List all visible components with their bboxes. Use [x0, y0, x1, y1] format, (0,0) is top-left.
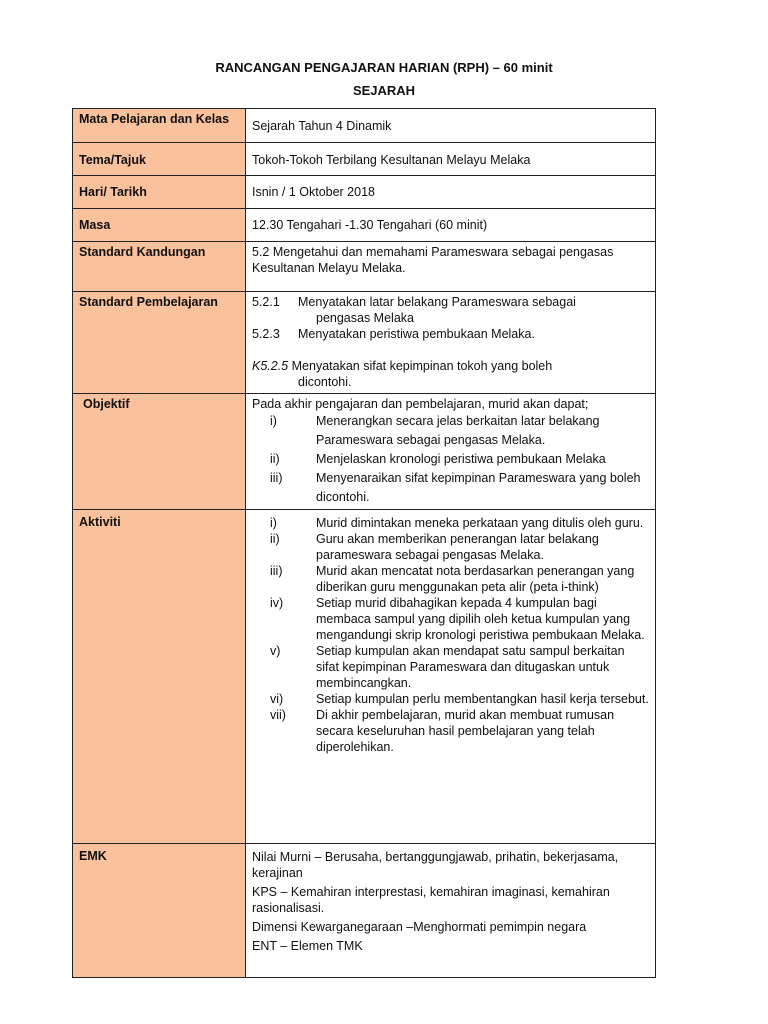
objektif-item-text: Menerangkan secara jelas berkaitan latar belakang Parameswara sebagai pengasas Melaka.	[316, 414, 600, 447]
aktiviti-list	[252, 515, 649, 755]
value-tema: Tokoh-Tokoh Terbilang Kesultanan Melayu Melaka	[246, 143, 656, 176]
subject-heading: SEJARAH	[352, 83, 416, 98]
emk-line: Nilai Murni – Berusaha, bertanggungjawab, prihatin, bekerjasama, kerajinan	[252, 850, 619, 880]
emk-line: KPS – Kemahiran interprestasi, kemahiran imaginasi, kemahiran rasionalisasi.	[252, 885, 610, 915]
aktiviti-item-text: Setiap kumpulan perlu membentangkan hasil kerja tersebut.	[316, 692, 649, 706]
aktiviti-item	[252, 515, 649, 531]
objektif-item-text: Menjelaskan kronologi peristiwa pembukaan Melaka	[316, 452, 606, 466]
aktiviti-item-num: vi)	[270, 692, 284, 706]
value-emk	[246, 844, 656, 978]
label-hari: Hari/ Tarikh	[73, 176, 246, 209]
objektif-item	[252, 469, 649, 507]
emk-line: ENT – Elemen TMK	[252, 939, 363, 953]
value-aktiviti	[246, 510, 656, 844]
value-standard-pembelajaran	[246, 292, 656, 394]
row-masa	[73, 209, 656, 242]
label-tema: Tema/Tajuk	[73, 143, 246, 176]
value-hari: Isnin / 1 Oktober 2018	[246, 176, 656, 209]
aktiviti-item-text: Setiap kumpulan akan mendapat satu sampul berkaitan sifat kepimpinan Parameswara dan ditugaskan untuk membincangkan.	[316, 644, 625, 690]
document-title: RANCANGAN PENGAJARAN HARIAN (RPH) – 60 minit	[215, 60, 553, 75]
value-mata-pelajaran: Sejarah Tahun 4 Dinamik	[246, 109, 656, 143]
aktiviti-item-num: iv)	[270, 596, 284, 610]
aktiviti-item-text: Murid dimintakan meneka perkataan yang ditulis oleh guru.	[316, 516, 644, 530]
row-standard-pembelajaran	[73, 292, 656, 394]
sp-item-2-line1: Menyatakan peristiwa pembukaan Melaka.	[298, 327, 535, 341]
row-tema	[73, 143, 656, 176]
label-mata-pelajaran: Mata Pelajaran dan Kelas	[73, 109, 246, 143]
sp-item-2	[252, 326, 649, 342]
value-standard-kandungan: 5.2 Mengetahui dan memahami Parameswara sebagai pengasas Kesultanan Melayu Melaka.	[246, 242, 656, 292]
aktiviti-item	[252, 691, 649, 707]
value-objektif	[246, 394, 656, 510]
value-masa: 12.30 Tengahari -1.30 Tengahari (60 minit)	[246, 209, 656, 242]
aktiviti-item-num: vii)	[270, 708, 286, 722]
aktiviti-item-num: iii)	[270, 564, 283, 578]
row-emk	[73, 844, 656, 978]
sp-k-item-code: K5.2.5	[252, 359, 289, 373]
aktiviti-item	[252, 707, 649, 755]
label-aktiviti: Aktiviti	[73, 510, 246, 844]
aktiviti-item-num: ii)	[270, 532, 280, 546]
aktiviti-item	[252, 531, 649, 563]
label-standard-kandungan: Standard Kandungan	[73, 242, 246, 292]
row-hari	[73, 176, 656, 209]
label-standard-pembelajaran: Standard Pembelajaran	[73, 292, 246, 394]
label-emk: EMK	[73, 844, 246, 978]
row-mata-pelajaran	[73, 109, 656, 143]
objektif-item-num: ii)	[270, 452, 280, 466]
sp-k-item	[252, 358, 649, 390]
objektif-item-num: i)	[270, 414, 277, 428]
aktiviti-item-text: Di akhir pembelajaran, murid akan membuat rumusan secara keseluruhan hasil pembelajaran yang telah diperolehikan.	[316, 708, 615, 754]
aktiviti-item-text: Guru akan memberikan penerangan latar belakang parameswara sebagai pengasas Melaka.	[316, 532, 599, 562]
sp-item-1-line1: Menyatakan latar belakang Parameswara sebagai	[298, 295, 576, 309]
aktiviti-item-num: i)	[270, 516, 277, 530]
lesson-plan-table	[72, 108, 656, 978]
objektif-item-num: iii)	[270, 471, 283, 485]
sp-item-1-code: 5.2.1	[252, 295, 280, 309]
aktiviti-item-num: v)	[270, 644, 281, 658]
aktiviti-item-text: Murid akan mencatat nota berdasarkan penerangan yang diberikan guru menggunakan peta alir (peta i-think)	[316, 564, 635, 594]
sp-item-1	[252, 294, 649, 326]
objektif-item	[252, 450, 649, 469]
objektif-item	[252, 412, 649, 450]
sp-k-item-line1: Menyatakan sifat kepimpinan tokoh yang boleh	[291, 359, 553, 373]
aktiviti-item-text: Setiap murid dibahagikan kepada 4 kumpulan bagi membaca sampul yang dipilih oleh ketua kumpulan yang mengandungi skrip kronologi peristiwa pembukaan Melaka.	[316, 596, 645, 642]
objektif-intro: Pada akhir pengajaran dan pembelajaran, murid akan dapat;	[252, 397, 589, 411]
objektif-list	[252, 412, 649, 507]
sp-k-item-line2: dicontohi.	[298, 375, 352, 389]
label-objektif: Objektif	[73, 394, 246, 510]
row-aktiviti	[73, 510, 656, 844]
aktiviti-item	[252, 643, 649, 691]
sp-item-2-code: 5.2.3	[252, 327, 280, 341]
sp-item-1-line2: pengasas Melaka	[316, 311, 414, 325]
objektif-item-text: Menyenaraikan sifat kepimpinan Parameswara yang boleh dicontohi.	[316, 471, 641, 504]
aktiviti-item	[252, 563, 649, 595]
label-masa: Masa	[73, 209, 246, 242]
emk-line: Dimensi Kewarganegaraan –Menghormati pemimpin negara	[252, 920, 587, 934]
aktiviti-item	[252, 595, 649, 643]
row-standard-kandungan	[73, 242, 656, 292]
row-objektif	[73, 394, 656, 510]
